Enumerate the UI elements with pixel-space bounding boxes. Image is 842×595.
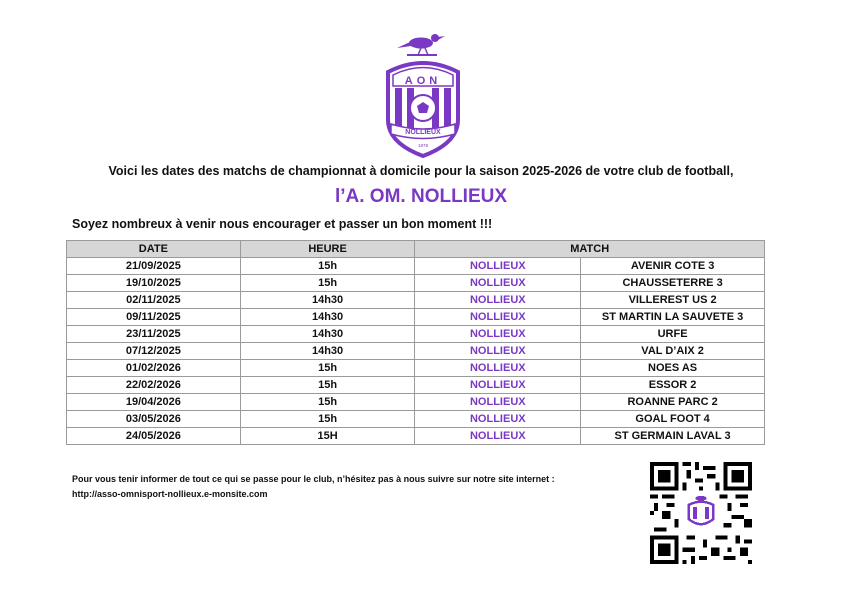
match-schedule-table: [66, 240, 765, 445]
cell-date: 23/11/2025: [67, 326, 241, 343]
cell-away-team: ST GERMAIN LAVAL 3: [581, 428, 765, 445]
cell-away-team: ROANNE PARC 2: [581, 394, 765, 411]
cell-home-team: NOLLIEUX: [415, 377, 581, 394]
table-row: [67, 258, 765, 275]
table-row: [67, 428, 765, 445]
footer-info-text: Pour vous tenir informer de tout ce qui se passe pour le club, n’hésitez pas à nous suivre sur notre site internet :: [72, 474, 555, 484]
cell-home-team: NOLLIEUX: [415, 343, 581, 360]
cell-home-team: NOLLIEUX: [415, 258, 581, 275]
cell-date: 22/02/2026: [67, 377, 241, 394]
logo-letters: AON: [404, 75, 442, 87]
cell-time: 15h: [240, 411, 415, 428]
football-icon: [410, 95, 436, 121]
cheer-text: Soyez nombreux à venir nous encourager et passer un bon moment !!!: [72, 217, 493, 231]
cell-away-team: ESSOR 2: [581, 377, 765, 394]
cell-home-team: NOLLIEUX: [415, 292, 581, 309]
table-row: [67, 309, 765, 326]
cell-date: 24/05/2026: [67, 428, 241, 445]
cell-time: 15H: [240, 428, 415, 445]
cell-away-team: URFE: [581, 326, 765, 343]
cell-away-team: VILLEREST US 2: [581, 292, 765, 309]
table-row: [67, 411, 765, 428]
cell-date: 02/11/2025: [67, 292, 241, 309]
table-row: [67, 292, 765, 309]
cell-time: 14h30: [240, 343, 415, 360]
cell-time: 15h: [240, 258, 415, 275]
cell-home-team: NOLLIEUX: [415, 428, 581, 445]
header-time: HEURE: [240, 241, 415, 258]
cell-date: 09/11/2025: [67, 309, 241, 326]
cell-date: 03/05/2026: [67, 411, 241, 428]
table-header-row: [67, 241, 765, 258]
website-link[interactable]: http://asso-omnisport-nollieux.e-monsite.com: [72, 489, 268, 499]
header-match: MATCH: [415, 241, 765, 258]
table-row: [67, 343, 765, 360]
footer: [72, 472, 555, 502]
cell-home-team: NOLLIEUX: [415, 326, 581, 343]
cell-time: 15h: [240, 394, 415, 411]
table-row: [67, 326, 765, 343]
cell-away-team: NOES AS: [581, 360, 765, 377]
cell-home-team: NOLLIEUX: [415, 360, 581, 377]
cell-away-team: VAL D’AIX 2: [581, 343, 765, 360]
cell-date: 01/02/2026: [67, 360, 241, 377]
qr-code[interactable]: [650, 462, 752, 564]
cell-time: 14h30: [240, 292, 415, 309]
bird-icon: [397, 34, 445, 56]
cell-home-team: NOLLIEUX: [415, 275, 581, 292]
cell-away-team: ST MARTIN LA SAUVETE 3: [581, 309, 765, 326]
cell-time: 14h30: [240, 309, 415, 326]
cell-away-team: AVENIR COTE 3: [581, 258, 765, 275]
table-row: [67, 275, 765, 292]
logo-year: 1978: [417, 143, 429, 148]
cell-away-team: GOAL FOOT 4: [581, 411, 765, 428]
cell-time: 15h: [240, 377, 415, 394]
intro-text: Voici les dates des matchs de championnat à domicile pour la saison 2025-2026 de votre club de football,: [108, 164, 734, 178]
cell-home-team: NOLLIEUX: [415, 394, 581, 411]
cell-date: 19/04/2026: [67, 394, 241, 411]
cell-time: 14h30: [240, 326, 415, 343]
cell-time: 15h: [240, 360, 415, 377]
club-logo: [381, 28, 465, 160]
header-date: DATE: [67, 241, 241, 258]
table-row: [67, 377, 765, 394]
table-row: [67, 394, 765, 411]
cell-time: 15h: [240, 275, 415, 292]
cell-date: 21/09/2025: [67, 258, 241, 275]
cell-date: 19/10/2025: [67, 275, 241, 292]
table-row: [67, 360, 765, 377]
club-name: l’A. OM. NOLLIEUX: [334, 186, 508, 207]
logo-name: NOLLIEUX: [405, 129, 441, 136]
cell-away-team: CHAUSSETERRE 3: [581, 275, 765, 292]
cell-home-team: NOLLIEUX: [415, 309, 581, 326]
cell-date: 07/12/2025: [67, 343, 241, 360]
cell-home-team: NOLLIEUX: [415, 411, 581, 428]
